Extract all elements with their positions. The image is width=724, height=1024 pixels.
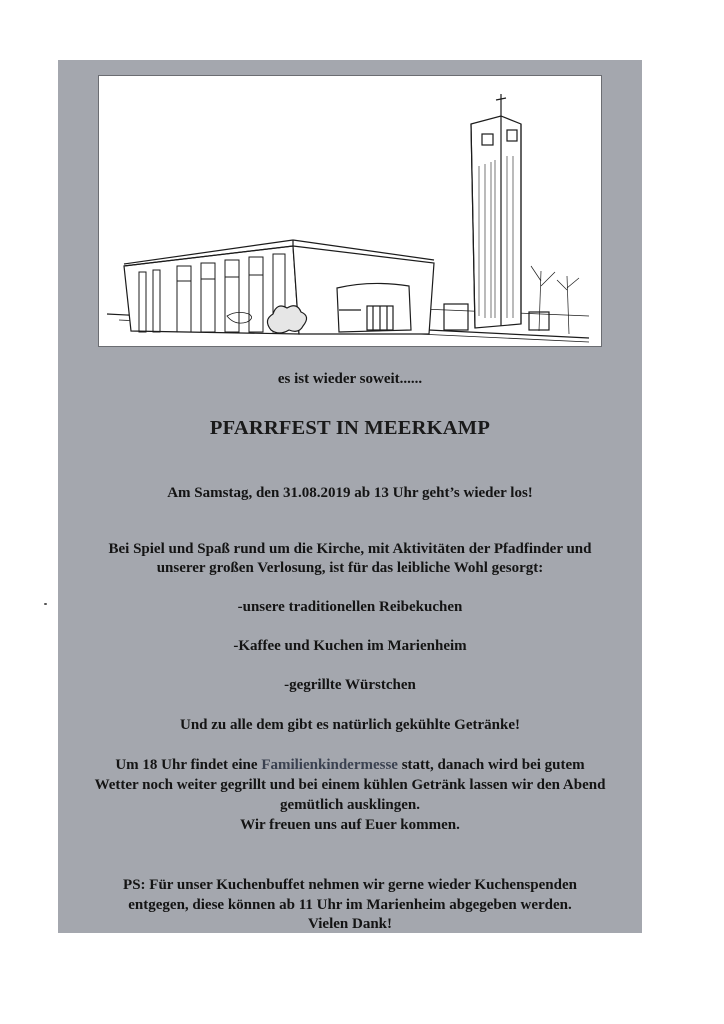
ps-line: entgegen, diese können ab 11 Uhr im Marienheim abgegeben werden. — [128, 897, 572, 913]
thanks-line: Vielen Dank! — [307, 916, 393, 932]
food-item: -gegrillte Würstchen — [284, 677, 416, 693]
food-item: -Kaffee und Kuchen im Marienheim — [233, 638, 467, 654]
evening-line — [58, 756, 642, 774]
mass-highlight: Familienkindermesse — [261, 757, 398, 773]
evening-line: gemütlich ausklingen. — [279, 797, 421, 813]
intro-text: es ist wieder soweit...... — [277, 371, 423, 387]
activities-line: unserer großen Verlosung, ist für das leibliche Wohl gesorgt: — [156, 560, 544, 576]
evening-text: statt, danach wird bei gutem — [397, 757, 585, 773]
scan-speck — [44, 603, 47, 605]
evening-line: Wetter noch weiter gegrillt und bei einem kühlen Getränk lassen wir den Abend — [94, 777, 606, 793]
date-line: Am Samstag, den 31.08.2019 ab 13 Uhr geht’s wieder los! — [167, 485, 533, 501]
event-title: PFARRFEST IN MEERKAMP — [209, 417, 491, 439]
drinks-line: Und zu alle dem gibt es natürlich gekühlte Getränke! — [180, 717, 520, 733]
closing-line: Wir freuen uns auf Euer kommen. — [240, 817, 460, 833]
activities-line: Bei Spiel und Spaß rund um die Kirche, mit Aktivitäten der Pfadfinder und — [108, 541, 592, 557]
church-illustration — [99, 76, 601, 346]
ps-line: PS: Für unser Kuchenbuffet nehmen wir gerne wieder Kuchenspenden — [123, 877, 577, 893]
flyer — [58, 60, 642, 933]
evening-text: Um 18 Uhr findet eine — [115, 757, 262, 773]
church-drawing — [98, 75, 602, 347]
food-item: -unsere traditionellen Reibekuchen — [237, 599, 463, 615]
